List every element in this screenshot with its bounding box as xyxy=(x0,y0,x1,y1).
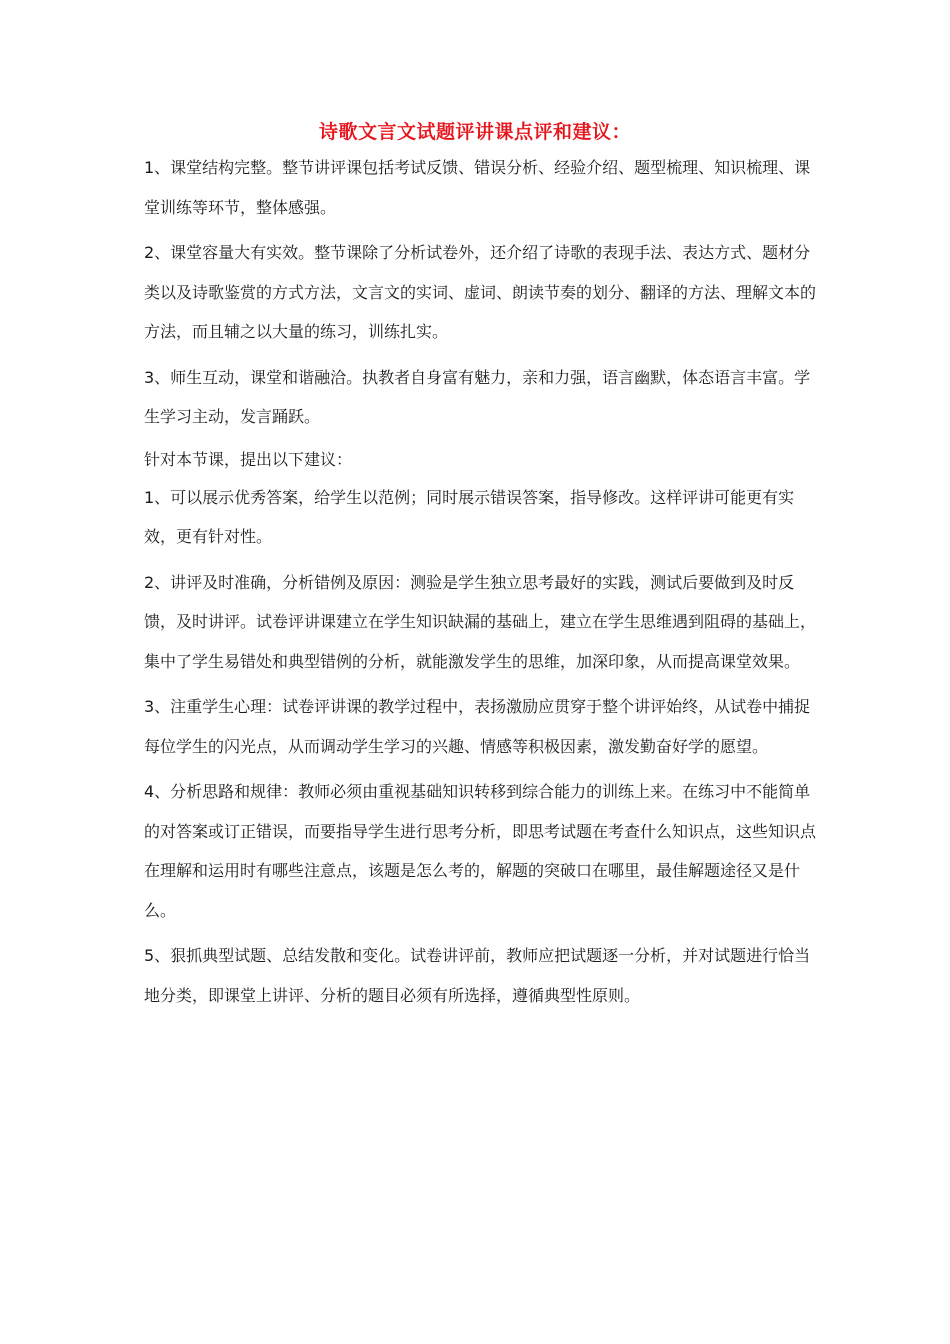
suggestion-4: 4、分析思路和规律：教师必须由重视基础知识转移到综合能力的训练上来。在练习中不能简单的对答案或订正错误，而要指导学生进行思考分析，即思考试题在考查什么知识点，这些知识点在理解和运用时有哪些注意点，该题是怎么考的，解题的突破口在哪里，最佳解题途径又是什么。 xyxy=(144,782,817,920)
paragraph-structure: 1、课堂结构完整。整节讲评课包括考试反馈、错误分析、经验介绍、题型梳理、知识梳理、课堂训练等环节，整体感强。 xyxy=(144,158,811,217)
suggestion-5: 5、狠抓典型试题、总结发散和变化。试卷讲评前，教师应把试题逐一分析，并对试题进行恰当地分类，即课堂上讲评、分析的题目必须有所选择，遵循典型性原则。 xyxy=(144,946,811,1005)
suggestion-2: 2、讲评及时准确，分析错例及原因：测验是学生独立思考最好的实践，测试后要做到及时反馈，及时讲评。试卷评讲课建立在学生知识缺漏的基础上，建立在学生思维遇到阻碍的基础上，集中了学生易错处和典型错例的分析，就能激发学生的思维，加深印象，从而提高课堂效果。 xyxy=(144,572,817,671)
paragraph-interaction: 3、师生互动，课堂和谐融洽。执教者自身富有魅力，亲和力强，语言幽默，体态语言丰富。学生学习主动，发言踊跃。 xyxy=(144,367,811,426)
suggestion-3: 3、注重学生心理：试卷评讲课的教学过程中，表扬激励应贯穿于整个讲评始终，从试卷中捕捉每位学生的闪光点，从而调动学生学习的兴趣、情感等积极因素，激发勤奋好学的愿望。 xyxy=(144,697,811,756)
paragraph-capacity: 2、课堂容量大有实效。整节课除了分析试卷外，还介绍了诗歌的表现手法、表达方式、题材分类以及诗歌鉴赏的方式方法，文言文的实词、虚词、朗读节奏的划分、翻译的方法、理解文本的方法，而且辅之以大量的练习，训练扎实。 xyxy=(144,243,817,341)
document-title: 诗歌文言文试题评讲课点评和建议： xyxy=(318,121,631,143)
suggestions-heading: 针对本节课，提出以下建议： xyxy=(144,449,353,469)
document-body xyxy=(144,148,824,1021)
suggestion-1: 1、可以展示优秀答案，给学生以范例；同时展示错误答案，指导修改。这样评讲可能更有实效，更有针对性。 xyxy=(144,487,795,546)
